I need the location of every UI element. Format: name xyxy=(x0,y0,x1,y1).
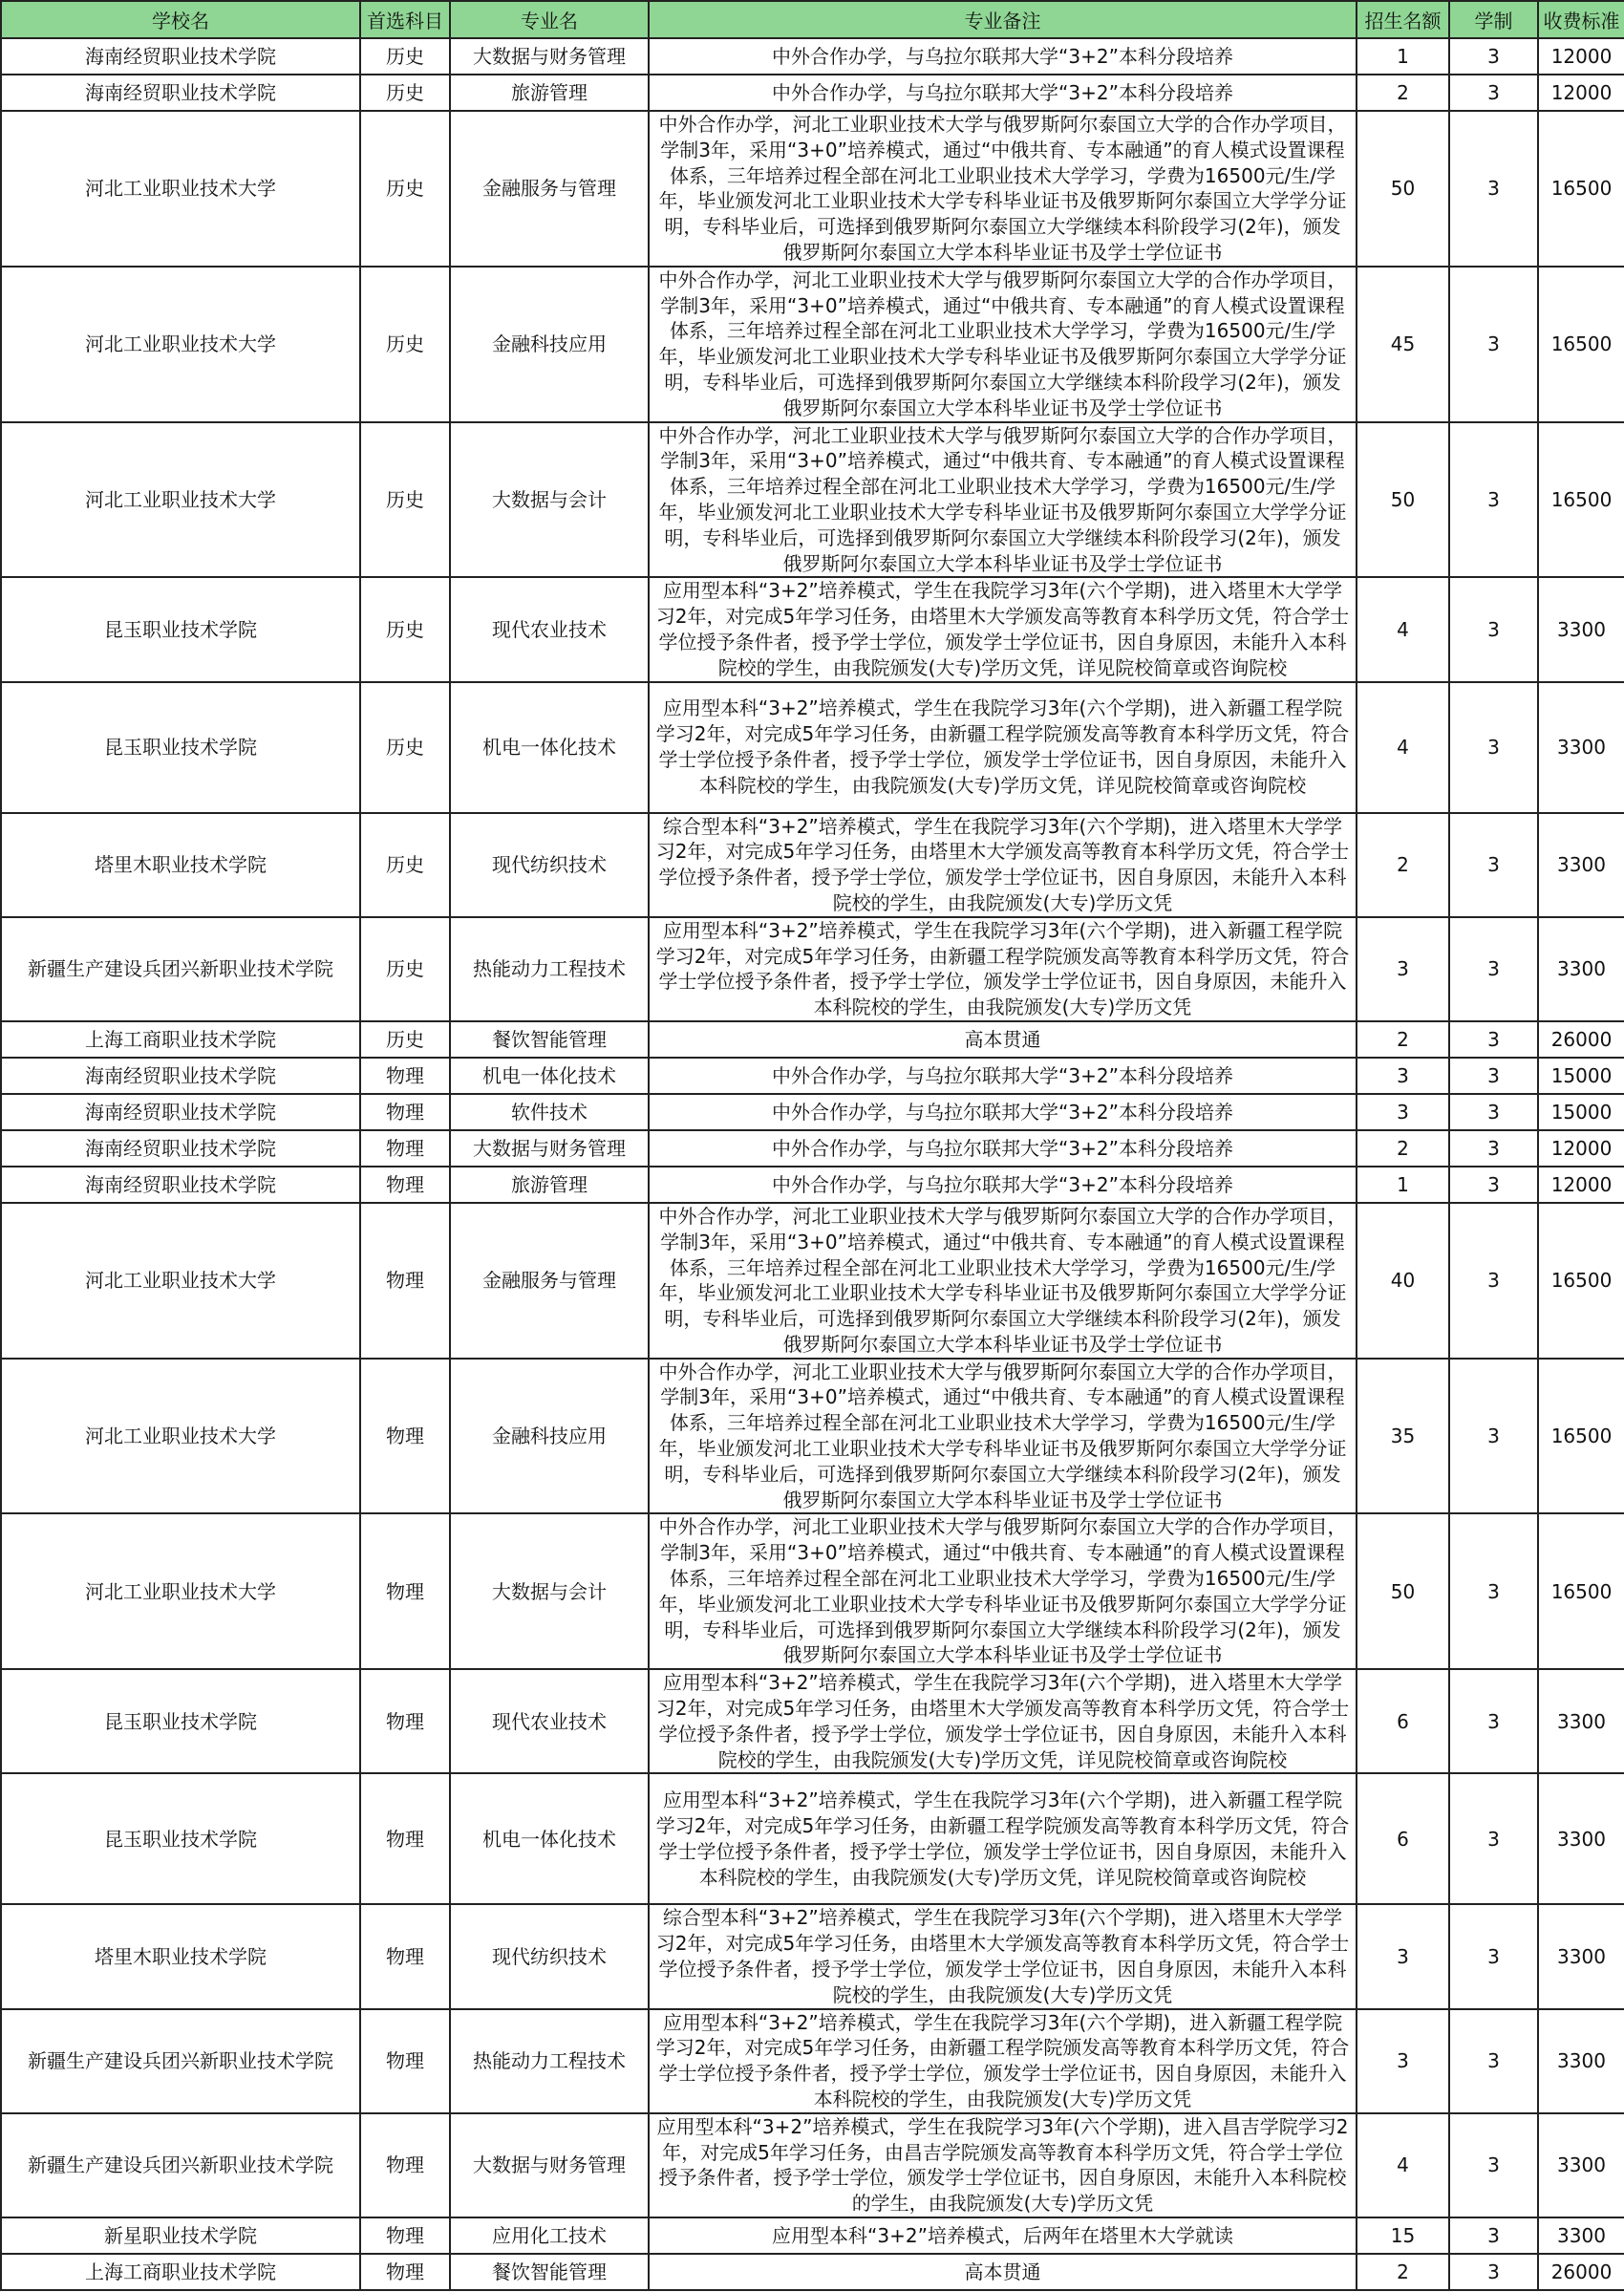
cell-school: 昆玉职业技术学院 xyxy=(1,1669,360,1773)
cell-years: 3 xyxy=(1449,917,1538,1021)
cell-fee: 3300 xyxy=(1538,917,1624,1021)
cell-fee: 16500 xyxy=(1538,1203,1624,1359)
cell-fee: 12000 xyxy=(1538,38,1624,75)
cell-school: 昆玉职业技术学院 xyxy=(1,577,360,681)
table-row xyxy=(1,38,1624,75)
cell-major: 大数据与财务管理 xyxy=(450,38,649,75)
table-row xyxy=(1,267,1624,422)
cell-school: 昆玉职业技术学院 xyxy=(1,1773,360,1904)
cell-fee: 3300 xyxy=(1538,2009,1624,2113)
cell-note: 中外合作办学，河北工业职业技术大学与俄罗斯阿尔泰国立大学的合作办学项目，学制3年，采用“3+0”培养模式，通过“中俄共育、专本融通”的育人模式设置课程体系，三年培养过程全部在河北工业职业技术大学学习，学费为16500元/生/学年，毕业颁发河北工业职业技术大学专科毕业证书及俄罗斯阿尔泰国立大学学分证明，专科毕业后，可选择到俄罗斯阿尔泰国立大学继续本科阶段学习(2年)，颁发俄罗斯阿尔泰国立大学本科毕业证书及学士学位证书 xyxy=(649,111,1357,267)
cell-note: 中外合作办学，与乌拉尔联邦大学“3+2”本科分段培养 xyxy=(649,1167,1357,1203)
table-row xyxy=(1,1359,1624,1514)
cell-years: 3 xyxy=(1449,2113,1538,2217)
cell-subject: 物理 xyxy=(360,2113,450,2217)
cell-school: 上海工商职业技术学院 xyxy=(1,2254,360,2290)
cell-major: 热能动力工程技术 xyxy=(450,917,649,1021)
cell-subject: 物理 xyxy=(360,1167,450,1203)
cell-subject: 历史 xyxy=(360,111,450,267)
table-row xyxy=(1,1904,1624,2008)
cell-fee: 16500 xyxy=(1538,1513,1624,1669)
cell-school: 昆玉职业技术学院 xyxy=(1,682,360,813)
cell-school: 塔里木职业技术学院 xyxy=(1,1904,360,2008)
cell-subject: 物理 xyxy=(360,1513,450,1669)
cell-school: 新疆生产建设兵团兴新职业技术学院 xyxy=(1,2009,360,2113)
table-row xyxy=(1,1094,1624,1130)
cell-years: 3 xyxy=(1449,267,1538,422)
cell-major: 大数据与会计 xyxy=(450,422,649,578)
cell-quota: 50 xyxy=(1357,111,1449,267)
cell-subject: 物理 xyxy=(360,1130,450,1167)
cell-years: 3 xyxy=(1449,1773,1538,1904)
table-row xyxy=(1,111,1624,267)
cell-note: 中外合作办学，河北工业职业技术大学与俄罗斯阿尔泰国立大学的合作办学项目，学制3年，采用“3+0”培养模式，通过“中俄共育、专本融通”的育人模式设置课程体系，三年培养过程全部在河北工业职业技术大学学习，学费为16500元/生/学年，毕业颁发河北工业职业技术大学专科毕业证书及俄罗斯阿尔泰国立大学学分证明，专科毕业后，可选择到俄罗斯阿尔泰国立大学继续本科阶段学习(2年)，颁发俄罗斯阿尔泰国立大学本科毕业证书及学士学位证书 xyxy=(649,1513,1357,1669)
cell-years: 3 xyxy=(1449,111,1538,267)
cell-subject: 历史 xyxy=(360,75,450,111)
header-note: 专业备注 xyxy=(649,1,1357,38)
cell-subject: 物理 xyxy=(360,1773,450,1904)
cell-fee: 3300 xyxy=(1538,682,1624,813)
cell-fee: 16500 xyxy=(1538,422,1624,578)
cell-fee: 12000 xyxy=(1538,1130,1624,1167)
table-row xyxy=(1,1669,1624,1773)
cell-school: 河北工业职业技术大学 xyxy=(1,1203,360,1359)
cell-major: 现代农业技术 xyxy=(450,1669,649,1773)
cell-major: 金融服务与管理 xyxy=(450,111,649,267)
cell-quota: 6 xyxy=(1357,1669,1449,1773)
cell-subject: 历史 xyxy=(360,267,450,422)
cell-major: 机电一体化技术 xyxy=(450,682,649,813)
cell-quota: 2 xyxy=(1357,1130,1449,1167)
table-row xyxy=(1,1058,1624,1094)
cell-quota: 2 xyxy=(1357,813,1449,917)
cell-major: 现代纺织技术 xyxy=(450,813,649,917)
cell-subject: 物理 xyxy=(360,1669,450,1773)
cell-fee: 16500 xyxy=(1538,111,1624,267)
cell-school: 河北工业职业技术大学 xyxy=(1,422,360,578)
cell-school: 上海工商职业技术学院 xyxy=(1,1021,360,1058)
cell-note: 综合型本科“3+2”培养模式，学生在我院学习3年(六个学期)，进入塔里木大学学习2年，对完成5年学习任务，由塔里木大学颁发高等教育本科学历文凭，符合学士学位授予条件者，授予学士学位，颁发学士学位证书，因自身原因，未能升入本科院校的学生，由我院颁发(大专)学历文凭 xyxy=(649,813,1357,917)
cell-years: 3 xyxy=(1449,1058,1538,1094)
cell-quota: 2 xyxy=(1357,1021,1449,1058)
cell-subject: 历史 xyxy=(360,38,450,75)
cell-major: 旅游管理 xyxy=(450,75,649,111)
cell-fee: 3300 xyxy=(1538,1904,1624,2008)
table-body xyxy=(1,38,1624,2290)
cell-subject: 历史 xyxy=(360,422,450,578)
cell-school: 河北工业职业技术大学 xyxy=(1,111,360,267)
cell-major: 软件技术 xyxy=(450,1094,649,1130)
cell-years: 3 xyxy=(1449,1669,1538,1773)
cell-school: 新疆生产建设兵团兴新职业技术学院 xyxy=(1,2113,360,2217)
cell-years: 3 xyxy=(1449,577,1538,681)
cell-quota: 6 xyxy=(1357,1773,1449,1904)
cell-fee: 3300 xyxy=(1538,577,1624,681)
cell-years: 3 xyxy=(1449,1021,1538,1058)
cell-major: 应用化工技术 xyxy=(450,2217,649,2254)
cell-fee: 26000 xyxy=(1538,1021,1624,1058)
table-row xyxy=(1,682,1624,813)
cell-quota: 1 xyxy=(1357,38,1449,75)
cell-years: 3 xyxy=(1449,682,1538,813)
cell-subject: 物理 xyxy=(360,2217,450,2254)
cell-school: 海南经贸职业技术学院 xyxy=(1,75,360,111)
cell-note: 应用型本科“3+2”培养模式，学生在我院学习3年(六个学期)，进入新疆工程学院学习2年，对完成5年学习任务，由新疆工程学院颁发高等教育本科学历文凭，符合学士学位授予条件者，授予学士学位，颁发学士学位证书，因自身原因，未能升入本科院校的学生，由我院颁发(大专)学历文凭 xyxy=(649,917,1357,1021)
table-row xyxy=(1,2113,1624,2217)
cell-quota: 35 xyxy=(1357,1359,1449,1514)
cell-fee: 15000 xyxy=(1538,1094,1624,1130)
cell-major: 金融科技应用 xyxy=(450,1359,649,1514)
cell-school: 海南经贸职业技术学院 xyxy=(1,1058,360,1094)
cell-major: 大数据与财务管理 xyxy=(450,2113,649,2217)
cell-major: 现代纺织技术 xyxy=(450,1904,649,2008)
cell-quota: 4 xyxy=(1357,682,1449,813)
cell-quota: 3 xyxy=(1357,1058,1449,1094)
cell-years: 3 xyxy=(1449,75,1538,111)
cell-years: 3 xyxy=(1449,1359,1538,1514)
cell-subject: 历史 xyxy=(360,577,450,681)
cell-quota: 3 xyxy=(1357,1094,1449,1130)
table-row xyxy=(1,75,1624,111)
cell-subject: 历史 xyxy=(360,1021,450,1058)
table-row xyxy=(1,1130,1624,1167)
cell-subject: 物理 xyxy=(360,1058,450,1094)
cell-major: 大数据与会计 xyxy=(450,1513,649,1669)
cell-subject: 历史 xyxy=(360,917,450,1021)
cell-note: 中外合作办学，河北工业职业技术大学与俄罗斯阿尔泰国立大学的合作办学项目，学制3年，采用“3+0”培养模式，通过“中俄共育、专本融通”的育人模式设置课程体系，三年培养过程全部在河北工业职业技术大学学习，学费为16500元/生/学年，毕业颁发河北工业职业技术大学专科毕业证书及俄罗斯阿尔泰国立大学学分证明，专科毕业后，可选择到俄罗斯阿尔泰国立大学继续本科阶段学习(2年)，颁发俄罗斯阿尔泰国立大学本科毕业证书及学士学位证书 xyxy=(649,1359,1357,1514)
table-row xyxy=(1,1021,1624,1058)
cell-fee: 16500 xyxy=(1538,267,1624,422)
cell-subject: 物理 xyxy=(360,1359,450,1514)
cell-quota: 3 xyxy=(1357,1904,1449,2008)
cell-note: 中外合作办学，河北工业职业技术大学与俄罗斯阿尔泰国立大学的合作办学项目，学制3年，采用“3+0”培养模式，通过“中俄共育、专本融通”的育人模式设置课程体系，三年培养过程全部在河北工业职业技术大学学习，学费为16500元/生/学年，毕业颁发河北工业职业技术大学专科毕业证书及俄罗斯阿尔泰国立大学学分证明，专科毕业后，可选择到俄罗斯阿尔泰国立大学继续本科阶段学习(2年)，颁发俄罗斯阿尔泰国立大学本科毕业证书及学士学位证书 xyxy=(649,267,1357,422)
cell-note: 应用型本科“3+2”培养模式，学生在我院学习3年(六个学期)，进入新疆工程学院学习2年，对完成5年学习任务，由新疆工程学院颁发高等教育本科学历文凭，符合学士学位授予条件者，授予学士学位，颁发学士学位证书，因自身原因，未能升入本科院校的学生，由我院颁发(大专)学历文凭，详见院校简章或咨询院校 xyxy=(649,682,1357,813)
cell-note: 综合型本科“3+2”培养模式，学生在我院学习3年(六个学期)，进入塔里木大学学习2年，对完成5年学习任务，由塔里木大学颁发高等教育本科学历文凭，符合学士学位授予条件者，授予学士学位，颁发学士学位证书，因自身原因，未能升入本科院校的学生，由我院颁发(大专)学历文凭 xyxy=(649,1904,1357,2008)
header-row xyxy=(1,1,1624,38)
cell-note: 应用型本科“3+2”培养模式，学生在我院学习3年(六个学期)，进入昌吉学院学习2年，对完成5年学习任务，由昌吉学院颁发高等教育本科学历文凭，符合学士学位授予条件者，授予学士学位，颁发学士学位证书，因自身原因，未能升入本科院校的学生，由我院颁发(大专)学历文凭 xyxy=(649,2113,1357,2217)
cell-major: 大数据与财务管理 xyxy=(450,1130,649,1167)
cell-school: 新星职业技术学院 xyxy=(1,2217,360,2254)
cell-quota: 45 xyxy=(1357,267,1449,422)
cell-fee: 3300 xyxy=(1538,2113,1624,2217)
cell-fee: 16500 xyxy=(1538,1359,1624,1514)
cell-major: 旅游管理 xyxy=(450,1167,649,1203)
cell-school: 海南经贸职业技术学院 xyxy=(1,1130,360,1167)
cell-note: 高本贯通 xyxy=(649,2254,1357,2290)
cell-school: 河北工业职业技术大学 xyxy=(1,1359,360,1514)
cell-major: 热能动力工程技术 xyxy=(450,2009,649,2113)
header-school: 学校名 xyxy=(1,1,360,38)
cell-note: 中外合作办学，与乌拉尔联邦大学“3+2”本科分段培养 xyxy=(649,1130,1357,1167)
cell-major: 机电一体化技术 xyxy=(450,1773,649,1904)
table-row xyxy=(1,2217,1624,2254)
cell-subject: 物理 xyxy=(360,2254,450,2290)
cell-school: 河北工业职业技术大学 xyxy=(1,267,360,422)
cell-fee: 3300 xyxy=(1538,1669,1624,1773)
cell-quota: 4 xyxy=(1357,577,1449,681)
table-row xyxy=(1,1513,1624,1669)
cell-years: 3 xyxy=(1449,1094,1538,1130)
cell-years: 3 xyxy=(1449,1130,1538,1167)
table-row xyxy=(1,2009,1624,2113)
table-row xyxy=(1,2254,1624,2290)
cell-quota: 40 xyxy=(1357,1203,1449,1359)
cell-quota: 1 xyxy=(1357,1167,1449,1203)
cell-years: 3 xyxy=(1449,813,1538,917)
cell-years: 3 xyxy=(1449,2009,1538,2113)
cell-major: 金融科技应用 xyxy=(450,267,649,422)
cell-fee: 26000 xyxy=(1538,2254,1624,2290)
cell-major: 餐饮智能管理 xyxy=(450,1021,649,1058)
cell-years: 3 xyxy=(1449,1904,1538,2008)
cell-years: 3 xyxy=(1449,2254,1538,2290)
cell-note: 高本贯通 xyxy=(649,1021,1357,1058)
cell-fee: 3300 xyxy=(1538,813,1624,917)
cell-school: 海南经贸职业技术学院 xyxy=(1,1167,360,1203)
table-row xyxy=(1,1203,1624,1359)
cell-quota: 3 xyxy=(1357,917,1449,1021)
cell-major: 现代农业技术 xyxy=(450,577,649,681)
header-fee: 收费标准 xyxy=(1538,1,1624,38)
cell-note: 应用型本科“3+2”培养模式，学生在我院学习3年(六个学期)，进入塔里木大学学习2年，对完成5年学习任务，由塔里木大学颁发高等教育本科学历文凭，符合学士学位授予条件者，授予学士学位，颁发学士学位证书，因自身原因，未能升入本科院校的学生，由我院颁发(大专)学历文凭，详见院校简章或咨询院校 xyxy=(649,577,1357,681)
cell-school: 海南经贸职业技术学院 xyxy=(1,38,360,75)
cell-years: 3 xyxy=(1449,38,1538,75)
cell-years: 3 xyxy=(1449,422,1538,578)
cell-quota: 2 xyxy=(1357,2254,1449,2290)
cell-school: 新疆生产建设兵团兴新职业技术学院 xyxy=(1,917,360,1021)
header-quota: 招生名额 xyxy=(1357,1,1449,38)
cell-note: 应用型本科“3+2”培养模式，学生在我院学习3年(六个学期)，进入塔里木大学学习2年，对完成5年学习任务，由塔里木大学颁发高等教育本科学历文凭，符合学士学位授予条件者，授予学士学位，颁发学士学位证书，因自身原因，未能升入本科院校的学生，由我院颁发(大专)学历文凭，详见院校简章或咨询院校 xyxy=(649,1669,1357,1773)
cell-subject: 历史 xyxy=(360,682,450,813)
cell-note: 中外合作办学，与乌拉尔联邦大学“3+2”本科分段培养 xyxy=(649,1094,1357,1130)
table-row xyxy=(1,577,1624,681)
cell-subject: 物理 xyxy=(360,2009,450,2113)
cell-note: 中外合作办学，河北工业职业技术大学与俄罗斯阿尔泰国立大学的合作办学项目，学制3年，采用“3+0”培养模式，通过“中俄共育、专本融通”的育人模式设置课程体系，三年培养过程全部在河北工业职业技术大学学习，学费为16500元/生/学年，毕业颁发河北工业职业技术大学专科毕业证书及俄罗斯阿尔泰国立大学学分证明，专科毕业后，可选择到俄罗斯阿尔泰国立大学继续本科阶段学习(2年)，颁发俄罗斯阿尔泰国立大学本科毕业证书及学士学位证书 xyxy=(649,1203,1357,1359)
cell-note: 应用型本科“3+2”培养模式，后两年在塔里木大学就读 xyxy=(649,2217,1357,2254)
table-row xyxy=(1,813,1624,917)
cell-major: 餐饮智能管理 xyxy=(450,2254,649,2290)
header-major: 专业名 xyxy=(450,1,649,38)
cell-note: 中外合作办学，与乌拉尔联邦大学“3+2”本科分段培养 xyxy=(649,1058,1357,1094)
table-row xyxy=(1,1773,1624,1904)
cell-quota: 2 xyxy=(1357,75,1449,111)
cell-quota: 3 xyxy=(1357,2009,1449,2113)
cell-years: 3 xyxy=(1449,1513,1538,1669)
cell-subject: 物理 xyxy=(360,1094,450,1130)
header-subject: 首选科目 xyxy=(360,1,450,38)
cell-fee: 12000 xyxy=(1538,1167,1624,1203)
cell-note: 应用型本科“3+2”培养模式，学生在我院学习3年(六个学期)，进入新疆工程学院学习2年，对完成5年学习任务，由新疆工程学院颁发高等教育本科学历文凭，符合学士学位授予条件者，授予学士学位，颁发学士学位证书，因自身原因，未能升入本科院校的学生，由我院颁发(大专)学历文凭，详见院校简章或咨询院校 xyxy=(649,1773,1357,1904)
cell-note: 应用型本科“3+2”培养模式，学生在我院学习3年(六个学期)，进入新疆工程学院学习2年，对完成5年学习任务，由新疆工程学院颁发高等教育本科学历文凭，符合学士学位授予条件者，授予学士学位，颁发学士学位证书，因自身原因，未能升入本科院校的学生，由我院颁发(大专)学历文凭 xyxy=(649,2009,1357,2113)
cell-school: 塔里木职业技术学院 xyxy=(1,813,360,917)
cell-years: 3 xyxy=(1449,2217,1538,2254)
cell-note: 中外合作办学，与乌拉尔联邦大学“3+2”本科分段培养 xyxy=(649,75,1357,111)
table-row xyxy=(1,422,1624,578)
cell-years: 3 xyxy=(1449,1167,1538,1203)
cell-school: 河北工业职业技术大学 xyxy=(1,1513,360,1669)
cell-fee: 12000 xyxy=(1538,75,1624,111)
cell-school: 海南经贸职业技术学院 xyxy=(1,1094,360,1130)
cell-quota: 50 xyxy=(1357,1513,1449,1669)
header-years: 学制 xyxy=(1449,1,1538,38)
cell-fee: 3300 xyxy=(1538,2217,1624,2254)
cell-note: 中外合作办学，河北工业职业技术大学与俄罗斯阿尔泰国立大学的合作办学项目，学制3年，采用“3+0”培养模式，通过“中俄共育、专本融通”的育人模式设置课程体系，三年培养过程全部在河北工业职业技术大学学习，学费为16500元/生/学年，毕业颁发河北工业职业技术大学专科毕业证书及俄罗斯阿尔泰国立大学学分证明，专科毕业后，可选择到俄罗斯阿尔泰国立大学继续本科阶段学习(2年)，颁发俄罗斯阿尔泰国立大学本科毕业证书及学士学位证书 xyxy=(649,422,1357,578)
table-row xyxy=(1,917,1624,1021)
cell-subject: 历史 xyxy=(360,813,450,917)
cell-fee: 3300 xyxy=(1538,1773,1624,1904)
cell-major: 机电一体化技术 xyxy=(450,1058,649,1094)
cell-fee: 15000 xyxy=(1538,1058,1624,1094)
cell-quota: 15 xyxy=(1357,2217,1449,2254)
cell-major: 金融服务与管理 xyxy=(450,1203,649,1359)
cell-subject: 物理 xyxy=(360,1904,450,2008)
cell-quota: 50 xyxy=(1357,422,1449,578)
cell-quota: 4 xyxy=(1357,2113,1449,2217)
cell-subject: 物理 xyxy=(360,1203,450,1359)
cell-note: 中外合作办学，与乌拉尔联邦大学“3+2”本科分段培养 xyxy=(649,38,1357,75)
table-row xyxy=(1,1167,1624,1203)
cell-years: 3 xyxy=(1449,1203,1538,1359)
